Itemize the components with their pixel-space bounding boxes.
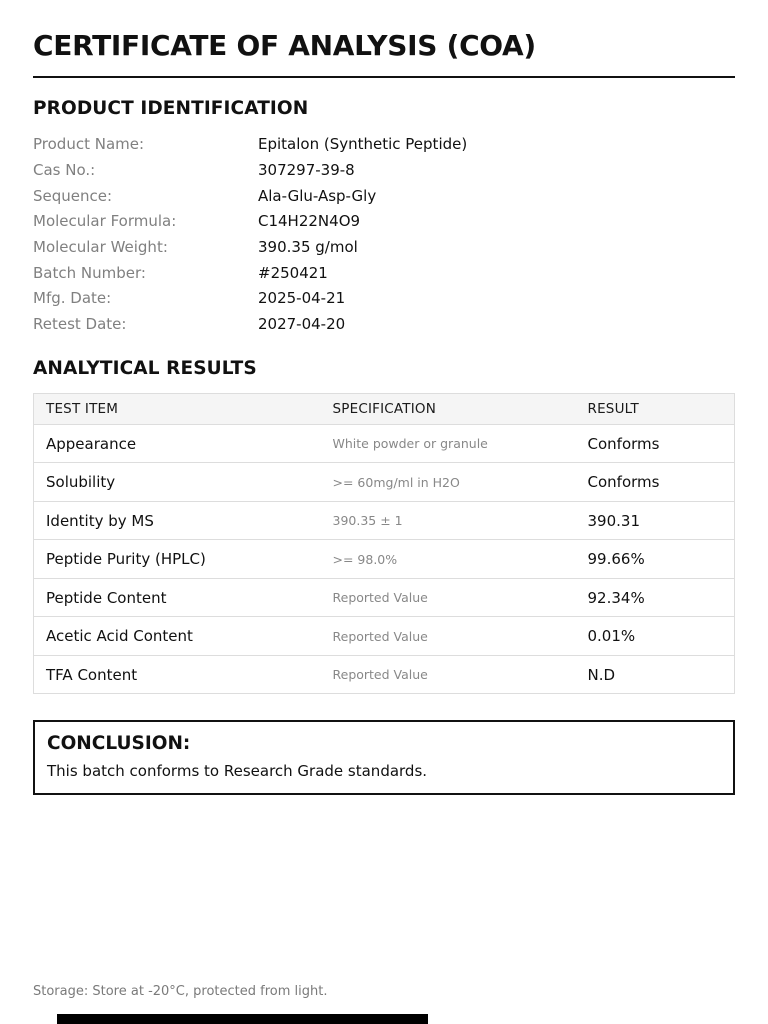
table-row: [34, 655, 735, 694]
product-field-row: [33, 286, 735, 312]
product-field-label: Molecular Formula:: [33, 212, 177, 231]
product-field-label: Sequence:: [33, 186, 113, 205]
page-title: CERTIFICATE OF ANALYSIS (COA): [33, 29, 536, 62]
cell-result: Conforms: [576, 463, 735, 502]
product-field-label: Batch Number:: [33, 263, 146, 282]
table-row: [34, 463, 735, 502]
cell-test-item: Peptide Purity (HPLC): [34, 540, 321, 579]
cell-result: N.D: [576, 655, 735, 694]
cell-result: 92.34%: [576, 578, 735, 617]
product-field-row: [33, 132, 735, 158]
cell-test-item: TFA Content: [34, 655, 321, 694]
cell-result: 0.01%: [576, 617, 735, 656]
product-field-row: [33, 158, 735, 184]
product-field-value: 2027-04-20: [258, 315, 346, 334]
bottom-cutoff-bar: [57, 1014, 428, 1024]
cell-test-item: Identity by MS: [34, 501, 321, 540]
table-row: [34, 424, 735, 463]
cell-specification: Reported Value: [321, 617, 576, 656]
column-header-result: RESULT: [576, 393, 735, 424]
product-field-row: [33, 184, 735, 210]
product-field-value: C14H22N4O9: [258, 212, 361, 231]
table-row: [34, 501, 735, 540]
cell-specification: >= 98.0%: [321, 540, 576, 579]
product-field-value: Epitalon (Synthetic Peptide): [258, 135, 468, 154]
product-field-label: Molecular Weight:: [33, 238, 168, 256]
conclusion-box: [33, 720, 735, 795]
product-field-label: Retest Date:: [33, 315, 127, 334]
storage-note: Storage: Store at -20°C, protected from light.: [33, 984, 328, 999]
table-row: [34, 540, 735, 579]
cell-test-item: Acetic Acid Content: [34, 617, 321, 656]
section-heading-analytical-results: ANALYTICAL RESULTS: [33, 357, 257, 379]
product-field-value: 307297-39-8: [258, 160, 355, 179]
product-field-row: [33, 261, 735, 287]
section-heading-product-identification: PRODUCT IDENTIFICATION: [33, 98, 309, 120]
cell-test-item: Solubility: [34, 463, 321, 502]
cell-result: 99.66%: [576, 540, 735, 579]
cell-result: Conforms: [576, 424, 735, 463]
product-field-value: 390.35 g/mol: [258, 238, 358, 256]
product-field-label: Mfg. Date:: [33, 289, 112, 308]
title-divider: [33, 76, 735, 78]
product-field-label: Cas No.:: [33, 160, 96, 179]
cell-test-item: Peptide Content: [34, 578, 321, 617]
product-field-row: [33, 312, 735, 338]
table-row: [34, 578, 735, 617]
cell-result: 390.31: [576, 501, 735, 540]
cell-specification: Reported Value: [321, 578, 576, 617]
product-field-value: 2025-04-21: [258, 289, 346, 308]
product-field-row: [33, 209, 735, 235]
product-field-value: Ala-Glu-Asp-Gly: [258, 186, 377, 205]
product-field-value: #250421: [258, 263, 328, 282]
column-header-test-item: TEST ITEM: [34, 393, 321, 424]
analytical-results-table: [33, 393, 735, 695]
cell-specification: Reported Value: [321, 655, 576, 694]
table-row: [34, 617, 735, 656]
product-field-label: Product Name:: [33, 135, 145, 154]
conclusion-heading: CONCLUSION:: [47, 733, 191, 755]
product-identification-list: [33, 132, 735, 338]
cell-specification: 390.35 ± 1: [321, 501, 576, 540]
table-header-row: [34, 393, 735, 424]
conclusion-text: This batch conforms to Research Grade standards.: [47, 762, 428, 781]
product-field-row: [33, 235, 735, 261]
cell-specification: >= 60mg/ml in H2O: [321, 463, 576, 502]
cell-test-item: Appearance: [34, 424, 321, 463]
column-header-specification: SPECIFICATION: [321, 393, 576, 424]
cell-specification: White powder or granule: [321, 424, 576, 463]
